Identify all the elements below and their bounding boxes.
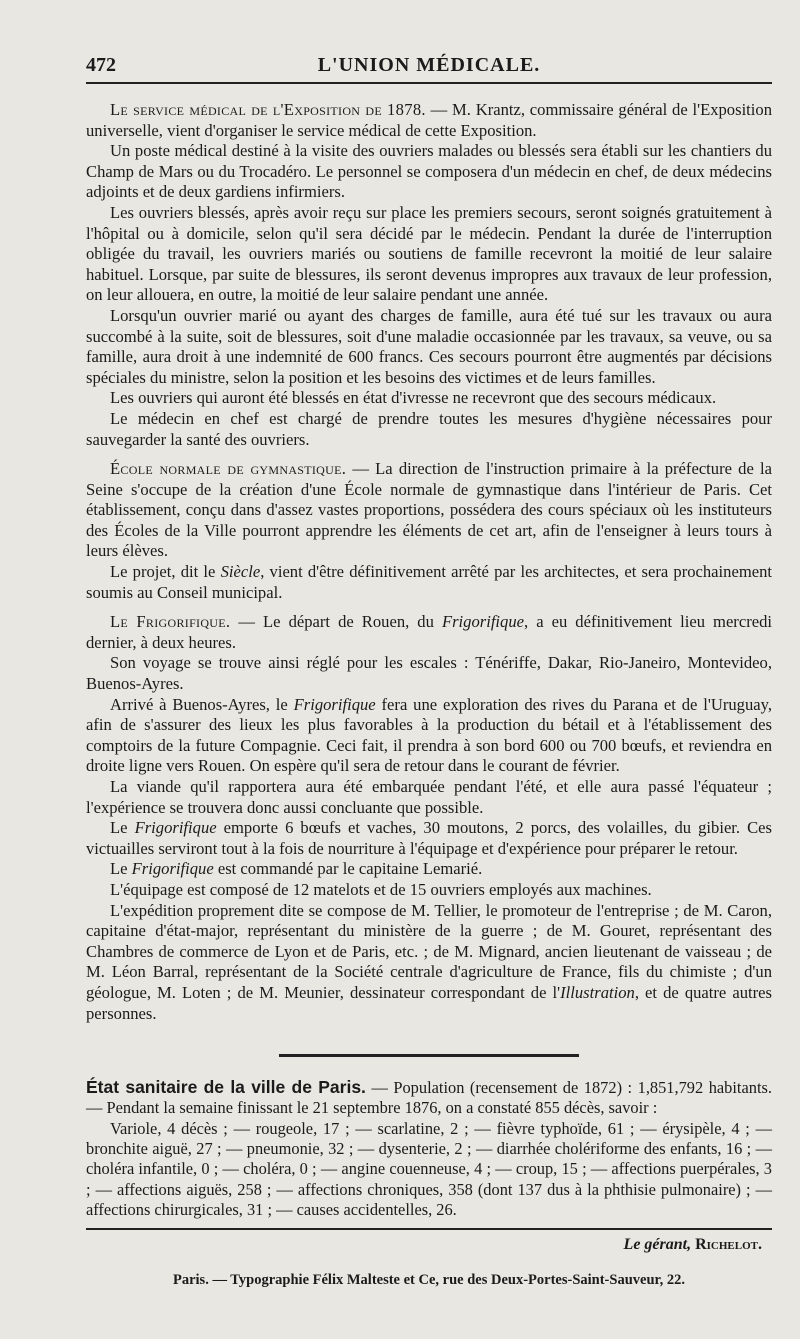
text-run: — Le départ de Rouen, du (230, 612, 442, 632)
text-run: , vient d'être définitivement arrêté par les architectes, et sera prochainement soumis au Conseil municipal. (86, 562, 772, 602)
paragraph (86, 818, 772, 859)
paragraph (86, 306, 772, 388)
article-body (86, 100, 772, 1024)
item-heading: Le Frigorifique. (110, 612, 231, 632)
text-run: Les ouvriers blessés, après avoir reçu sur place les premiers secours, seront soignés gratuitement à l'hôpital ou à domicile, selon qu'il sera décidé par le médecin. Pendant la durée de l'interruption obligée du travail, les ouvriers mariés ou soutiens de famille recevront la moitié de leur salaire habituel. Lorsque, par suite de blessures, ils seront devenus impropres aux travaux de leur profession, on leur allouera, en outre, la moitié de leur salaire pendant une année. (86, 202, 772, 305)
italic-text: Frigorifique (134, 818, 217, 838)
text-run: Le médecin en chef est chargé de prendre toutes les mesures d'hygiène nécessaires pour sauvegarder la santé des ouvriers. (86, 408, 772, 449)
signature-label: Le gérant, (623, 1236, 692, 1254)
paragraph (86, 901, 772, 1025)
text-run: Arrivé à Buenos-Ayres, le (110, 694, 294, 714)
text-run: , et de quatre autres personnes. (86, 982, 772, 1023)
text-run: La viande qu'il rapportera aura été embarquée pendant l'été, et elle aura passé l'équateur ; l'expérience se trouvera donc aussi concluante que possible. (86, 777, 772, 817)
italic-text: Frigorifique (293, 694, 376, 714)
text-run: — M. Krantz, commissaire général de l'Exposition universelle, vient d'organiser le service médical de cette Exposition. (86, 100, 772, 140)
section-separator (279, 1054, 579, 1057)
etat-text: — Population (recensement de 1872) : 1,851,792 habitants. — Pendant la semaine finissant le 21 septembre 1876, on a constaté 855 décès, savoir : (86, 1078, 772, 1118)
text-run: L'équipage est composé de 12 matelots et de 15 ouvriers employés aux machines. (110, 879, 652, 899)
page-header (86, 48, 772, 84)
running-title: L'UNION MÉDICALE. (317, 54, 541, 76)
printer-imprint: Paris. — Typographie Félix Malteste et Ce, rue des Deux-Portes-Saint-Sauveur, 22. (172, 1272, 685, 1289)
text-run: est commandé par le capitaine Lemarié. (213, 859, 483, 879)
text-run: emporte 6 bœufs et vaches, 30 moutons, 2 porcs, des volailles, du gibier. Ces victuailles serviront tout à la fois de nourriture à l'équipage et d'expérience pour préparer le retour. (86, 818, 773, 858)
italic-text: Illustration (560, 982, 635, 1002)
paragraph (86, 777, 772, 818)
paragraph (86, 203, 772, 306)
news-item (86, 459, 772, 603)
paragraph (86, 100, 772, 141)
text-run: fera une exploration des rives du Parana et de l'Uruguay, afin de s'assurer des lieux les plus favorables à la production du bétail et à l'établissement des comptoirs de la future Compagnie. Ceci fait, il prendra à son bord 600 ou 700 bœufs, et reviendra en droite ligne vers Rouen. On espère qu'il sera de retour dans le courant de février. (86, 694, 772, 776)
text-run: Le projet, dit le (110, 562, 221, 582)
italic-text: Frigorifique (441, 612, 524, 632)
italic-text: Frigorifique (131, 859, 214, 879)
page-number: 472 (86, 54, 116, 76)
text-run: Son voyage se trouve ainsi réglé pour les escales : Ténériffe, Dakar, Rio-Janeiro, Montevideo, Buenos-Ayres. (86, 653, 772, 694)
etat-sanitaire-section (86, 1077, 772, 1220)
paragraph (86, 388, 772, 409)
footer-rule (86, 1228, 772, 1230)
text-run: Le (110, 859, 132, 879)
news-item (86, 612, 772, 1024)
item-heading: Le service médical de l'Exposition de 1878. (110, 100, 426, 119)
text-run: , a eu définitivement lieu mercredi dernier, à deux heures. (86, 612, 772, 652)
paragraph (86, 880, 772, 901)
text-run: — La direction de l'instruction primaire à la préfecture de la Seine s'occupe de la création d'une École normale de gymnastique dans l'intérieur de Paris. Cet établissement, conçu dans d'assez vastes proportions, possédera des cours spéciaux où les instituteurs des Écoles de la Ville pourront apprendre les éléments de cet art, afin de l'enseigner à leurs tours à leurs élèves. (86, 459, 772, 561)
signature (86, 1236, 772, 1254)
paragraph (86, 459, 772, 562)
text-run: L'expédition proprement dite se compose de M. Tellier, le promoteur de l'entreprise ; de M. Caron, capitaine d'état-major, représentant du ministère de la guerre ; de M. Gouret, représentant des Chambres de commerce de Lyon et de Paris, etc. ; de M. Mignard, ancien lieutenant de vaisseau ; de M. Léon Barral, représentant de la Société centrale d'agriculture de France, fils du chimiste ; d'un géologue, M. Loten ; de M. Meunier, dessinateur correspondant de l' (86, 900, 772, 1002)
text-run: Le (110, 818, 135, 838)
paragraph (86, 562, 772, 603)
etat-paragraph (86, 1077, 772, 1119)
text-run: Les ouvriers qui auront été blessés en état d'ivresse ne recevront que des secours médicaux. (110, 388, 717, 408)
paragraph (86, 653, 772, 694)
etat-heading: État sanitaire de la ville de Paris. (86, 1077, 366, 1098)
paragraph (86, 409, 772, 450)
signature-name: Richelot. (695, 1236, 762, 1254)
paragraph (86, 612, 772, 653)
paragraph (86, 141, 772, 203)
item-heading: École normale de gymnastique. (110, 459, 347, 479)
italic-text: Siècle (220, 562, 261, 582)
paragraph (86, 859, 772, 880)
paragraph (86, 695, 772, 777)
text-run: Lorsqu'un ouvrier marié ou ayant des charges de famille, aura été tué sur les travaux ou aura succombé à la suite, soit de blessures, soit d'une maladie occasionnée par les travaux, sa veuve, ou sa famille, aura droit à une indemnité de 600 francs. Ces secours pourront être augmentés par décisions spéciales du ministre, selon la position et les besoins des victimes et de leurs familles. (86, 305, 772, 387)
news-item (86, 100, 772, 450)
text-run: Un poste médical destiné à la visite des ouvriers malades ou blessés sera établi sur les chantiers du Champ de Mars ou du Trocadéro. Le personnel se composera d'un médecin en chef, de deux médecins adjoints et de deux gardiens infirmiers. (86, 141, 772, 202)
etat-causes: Variole, 4 décès ; — rougeole, 17 ; — scarlatine, 2 ; — fièvre typhoïde, 61 ; — érysipèle, 4 ; — bronchite aiguë, 27 ; — pneumonie, 32 ; — dysenterie, 2 ; — diarrhée cholériforme des enfants, 16 ; — choléra infantile, 0 ; — choléra, 0 ; — angine couenneuse, 4 ; — croup, 15 ; — affections puerpérales, 3 ; — affections aiguës, 258 ; — affections chroniques, 358 (dont 137 dus à la phthisie pulmonaire) ; — affections chirurgicales, 31 ; — causes accidentelles, 26. (86, 1118, 772, 1219)
